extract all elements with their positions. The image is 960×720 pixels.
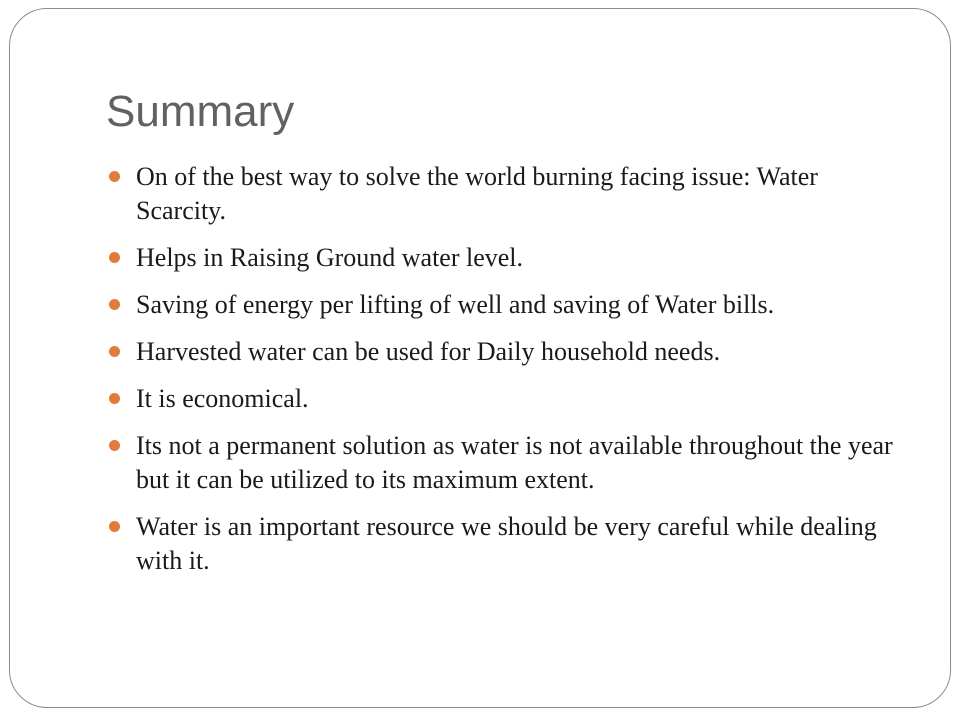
bullet-dot-icon	[109, 346, 120, 357]
bullet-text: Water is an important resource we should be very careful while dealing with it.	[136, 512, 877, 575]
bullet-text: Its not a permanent solution as water is not available throughout the year but it can be utilized to its maximum extent.	[136, 431, 893, 494]
bullet-list	[106, 160, 896, 591]
bullet-text: Saving of energy per lifting of well and saving of Water bills.	[136, 290, 775, 319]
bullet-dot-icon	[109, 521, 120, 532]
list-item	[106, 160, 896, 228]
bullet-text: Helps in Raising Ground water level.	[136, 243, 524, 272]
list-item	[106, 288, 896, 322]
bullet-dot-icon	[109, 440, 120, 451]
list-item	[106, 335, 896, 369]
bullet-dot-icon	[109, 393, 120, 404]
bullet-dot-icon	[109, 299, 120, 310]
bullet-text: It is economical.	[136, 384, 309, 413]
bullet-dot-icon	[109, 252, 120, 263]
slide-title: Summary	[106, 87, 295, 136]
list-item	[106, 382, 896, 416]
bullet-text: On of the best way to solve the world burning facing issue: Water Scarcity.	[136, 162, 818, 225]
bullet-text: Harvested water can be used for Daily household needs.	[136, 337, 721, 366]
bullet-dot-icon	[109, 171, 120, 182]
list-item	[106, 241, 896, 275]
list-item	[106, 510, 896, 578]
list-item	[106, 429, 896, 497]
